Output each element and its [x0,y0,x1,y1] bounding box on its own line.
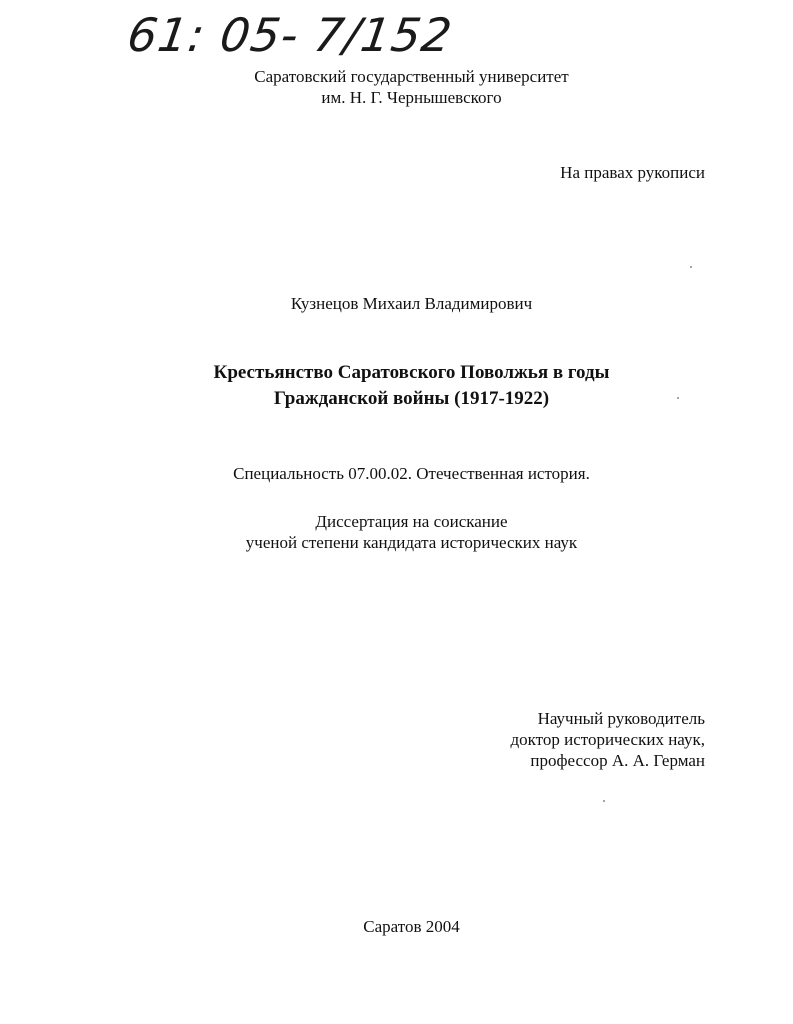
manuscript-rights: На правах рукописи [560,163,705,182]
scan-speck [603,800,605,802]
university-block [0,66,793,108]
supervisor-role: Научный руководитель [537,709,705,728]
thesis-title-line-1: Крестьянство Саратовского Поволжья в годы [213,362,610,383]
university-name: Саратовский государственный университет [254,67,569,86]
university-named-after: им. Н. Г. Чернышевского [321,88,502,107]
scan-speck [677,397,679,399]
dissertation-line-1: Диссертация на соискание [315,512,508,531]
supervisor-degree: доктор исторических наук, [510,730,705,749]
dissertation-line-2: ученой степени кандидата исторических наук [245,533,578,552]
city-year: Саратов 2004 [363,917,460,936]
scan-speck [690,266,692,268]
archive-code-handwritten: 61: 05- 7/152 [124,8,456,62]
author-name: Кузнецов Михаил Владимирович [290,294,533,313]
supervisor-block [510,708,705,771]
thesis-title-line-2: Гражданской войны (1917-1922) [273,388,550,409]
supervisor-name: профессор А. А. Герман [530,751,705,770]
specialty: Специальность 07.00.02. Отечественная история. [233,464,590,483]
dissertation-block [0,511,793,553]
thesis-title [0,360,793,412]
